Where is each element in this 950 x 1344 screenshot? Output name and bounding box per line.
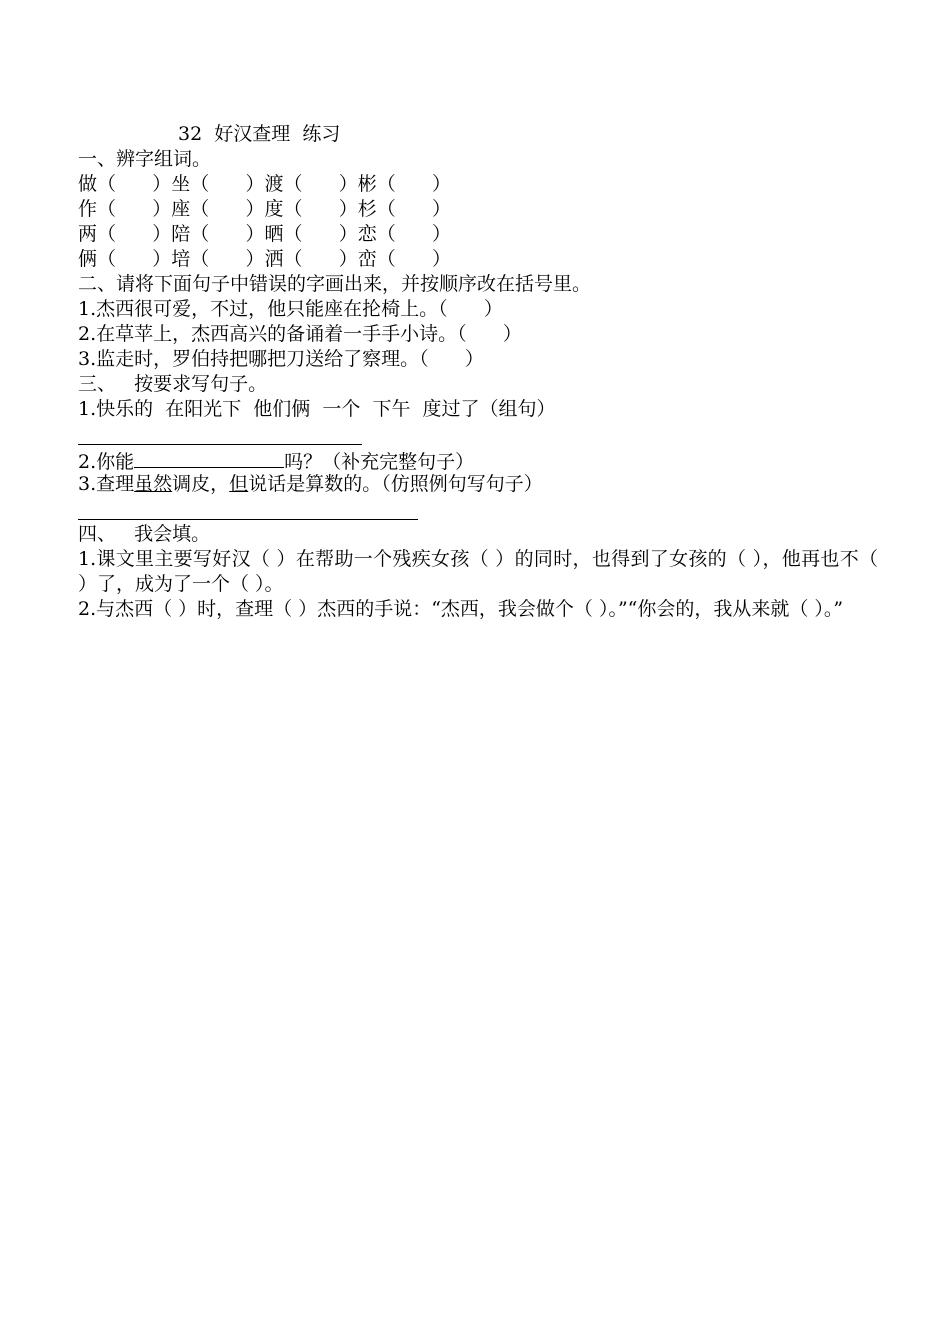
fill-item-1: 1.课文里主要写好汉（ ）在帮助一个残疾女孩（ ）的同时，也得到了女孩的（ ），他再也不（ ）了，成为了一个（ ）。 xyxy=(78,548,878,595)
section3-heading: 三、 按要求写句子。 xyxy=(78,373,268,395)
item3-part-b: 调皮， xyxy=(172,473,230,495)
correction-item: 3.监走时，罗伯持把哪把刀送给了察理。（ ） xyxy=(78,348,484,370)
item3-part-c: 说话是算数的。（仿照例句写句子） xyxy=(248,473,543,495)
sentence-item-3 xyxy=(78,472,878,497)
sentence-item-1: 1.快乐的 在阳光下 他们俩 一个 下午 度过了（组句） xyxy=(78,398,556,420)
correction-item: 1.杰西很可爱，不过，他只能座在抡椅上。（ ） xyxy=(78,298,503,320)
answer-line-1[interactable] xyxy=(78,422,878,447)
char-row: 作（ ）座（ ）度（ ）杉（ ） xyxy=(78,198,451,220)
section2-heading: 二、请将下面句子中错误的字画出来，并按顺序改在括号里。 xyxy=(78,273,592,295)
fill-item-2: 2.与杰西（ ）时，查理（ ）杰西的手说：“杰西，我会做个（ ）。”“你会的，我从来就（ ）。” xyxy=(78,598,844,620)
page-title: 32 好汉查理 练习 xyxy=(178,123,341,145)
char-row: 俩（ ）培（ ）洒（ ）峦（ ） xyxy=(78,248,451,270)
answer-blank-2[interactable] xyxy=(134,447,284,468)
item2-prefix: 2.你能 xyxy=(78,451,135,473)
item3-part-a: 3.查理 xyxy=(78,473,135,495)
char-row: 做（ ）坐（ ）渡（ ）彬（ ） xyxy=(78,173,451,195)
item3-underlined-2: 但 xyxy=(229,473,249,495)
item2-suffix: 吗？（补充完整句子） xyxy=(284,451,475,473)
sentence-item-2 xyxy=(78,447,878,472)
correction-item: 2.在草苹上，杰西高兴的备诵着一手手小诗。（ ） xyxy=(78,323,522,345)
char-row: 两（ ）陪（ ）晒（ ）恋（ ） xyxy=(78,223,451,245)
item3-underlined-1: 虽然 xyxy=(134,473,173,495)
section1-heading: 一、辨字组词。 xyxy=(78,148,212,170)
section4-heading: 四、 我会填。 xyxy=(78,523,211,545)
worksheet xyxy=(78,122,878,622)
answer-line-3[interactable] xyxy=(78,497,878,522)
